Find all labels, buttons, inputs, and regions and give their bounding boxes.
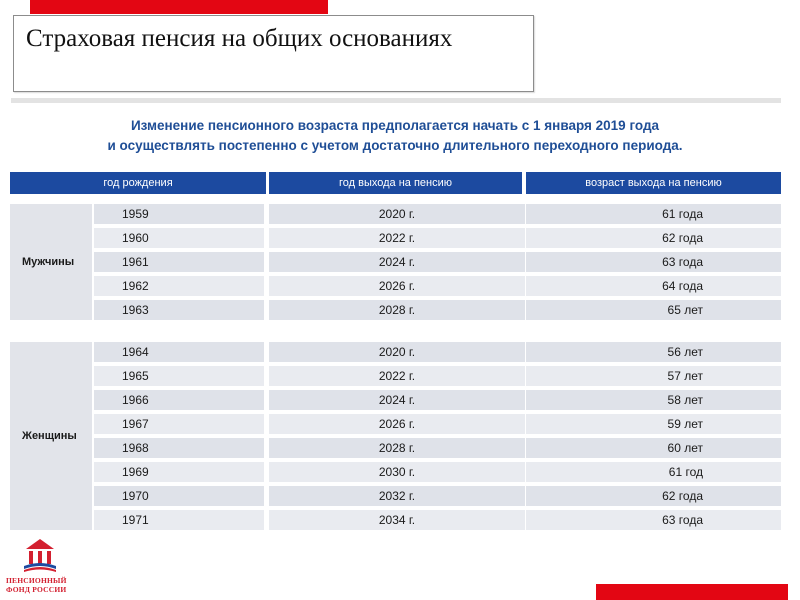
exit-age-cell: 58 лет [526, 390, 781, 410]
table-row [94, 510, 781, 530]
pension-fund-logo-icon [20, 536, 60, 574]
men-group [10, 204, 781, 320]
bottom-accent-bar [596, 584, 788, 600]
exit-age-cell: 61 год [526, 462, 781, 482]
table-row [94, 228, 781, 248]
birth-year-cell: 1964 [94, 342, 264, 362]
page-title: Страховая пенсия на общих основаниях [26, 25, 453, 52]
exit-year-cell: 2022 г. [269, 228, 525, 248]
birth-year-cell: 1961 [94, 252, 264, 272]
table-row [94, 366, 781, 386]
logo-line-2: ФОНД РОССИИ [6, 585, 67, 594]
header-birth-year: год рождения [10, 172, 266, 194]
exit-age-cell: 62 года [526, 228, 781, 248]
birth-year-cell: 1966 [94, 390, 264, 410]
table-row [94, 414, 781, 434]
birth-year-cell: 1965 [94, 366, 264, 386]
exit-year-cell: 2028 г. [269, 300, 525, 320]
exit-age-cell: 64 года [526, 276, 781, 296]
header-exit-age: возраст выхода на пенсию [526, 172, 781, 194]
table-row [94, 342, 781, 362]
table-row [94, 462, 781, 482]
title-box [13, 15, 534, 92]
table-row [94, 300, 781, 320]
exit-year-cell: 2020 г. [269, 204, 525, 224]
exit-age-cell: 60 лет [526, 438, 781, 458]
subtitle-line-2: и осуществлять постепенно с учетом достаточно длительного переходного периода. [107, 138, 683, 153]
pension-fund-logo [6, 536, 86, 596]
exit-year-cell: 2030 г. [269, 462, 525, 482]
birth-year-cell: 1967 [94, 414, 264, 434]
exit-year-cell: 2024 г. [269, 390, 525, 410]
logo-line-1: ПЕНСИОННЫЙ [6, 576, 67, 585]
exit-age-cell: 65 лет [526, 300, 781, 320]
exit-age-cell: 59 лет [526, 414, 781, 434]
gender-label-women: Женщины [10, 342, 92, 530]
exit-year-cell: 2024 г. [269, 252, 525, 272]
table-row [94, 438, 781, 458]
exit-year-cell: 2032 г. [269, 486, 525, 506]
exit-year-cell: 2034 г. [269, 510, 525, 530]
birth-year-cell: 1970 [94, 486, 264, 506]
birth-year-cell: 1960 [94, 228, 264, 248]
top-accent-bar [30, 0, 328, 14]
logo-caption [6, 576, 86, 594]
table-row [94, 252, 781, 272]
subtitle [10, 116, 780, 156]
exit-age-cell: 56 лет [526, 342, 781, 362]
table-row [94, 390, 781, 410]
table-row [94, 204, 781, 224]
birth-year-cell: 1959 [94, 204, 264, 224]
exit-year-cell: 2022 г. [269, 366, 525, 386]
table-header [10, 172, 781, 194]
exit-age-cell: 62 года [526, 486, 781, 506]
exit-year-cell: 2026 г. [269, 414, 525, 434]
exit-year-cell: 2026 г. [269, 276, 525, 296]
title-divider [11, 98, 781, 103]
birth-year-cell: 1969 [94, 462, 264, 482]
exit-age-cell: 63 года [526, 510, 781, 530]
birth-year-cell: 1963 [94, 300, 264, 320]
exit-year-cell: 2020 г. [269, 342, 525, 362]
exit-age-cell: 57 лет [526, 366, 781, 386]
exit-age-cell: 63 года [526, 252, 781, 272]
gender-label-men: Мужчины [10, 204, 92, 320]
exit-age-cell: 61 года [526, 204, 781, 224]
table-row [94, 486, 781, 506]
subtitle-line-1: Изменение пенсионного возраста предполагается начать с 1 января 2019 года [130, 118, 660, 133]
header-exit-year: год выхода на пенсию [269, 172, 522, 194]
women-group [10, 342, 781, 530]
birth-year-cell: 1971 [94, 510, 264, 530]
exit-year-cell: 2028 г. [269, 438, 525, 458]
birth-year-cell: 1962 [94, 276, 264, 296]
table-row [94, 276, 781, 296]
birth-year-cell: 1968 [94, 438, 264, 458]
